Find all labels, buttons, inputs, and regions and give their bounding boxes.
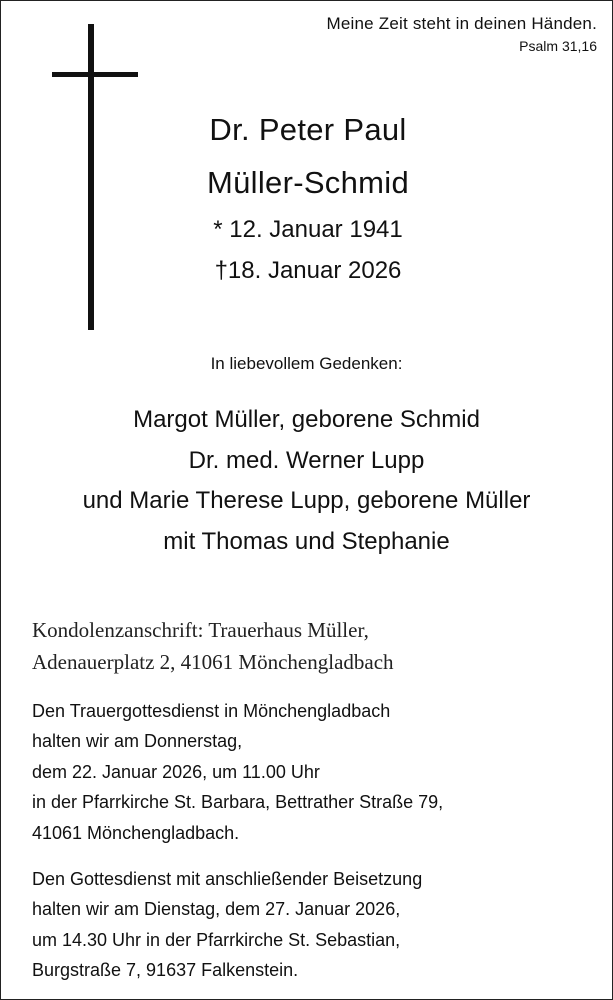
service-line: in der Pfarrkirche St. Barbara, Bettrather Straße 79, <box>32 792 444 813</box>
mourners-list <box>0 400 613 562</box>
birth-date: * 12. Januar 1941 <box>213 216 403 243</box>
bible-verse <box>327 12 597 56</box>
funeral-service-info <box>32 696 443 848</box>
service-line: halten wir am Donnerstag, <box>32 731 243 752</box>
condolence-line: Adenauerplatz 2, 41061 Mönchengladbach <box>32 650 394 674</box>
death-date: †18. Januar 2026 <box>214 257 402 284</box>
cross-vertical-beam <box>88 24 94 330</box>
mourner-line: Dr. med. Werner Lupp <box>188 446 425 474</box>
condolence-address <box>32 614 394 678</box>
burial-service-info <box>32 864 422 986</box>
service-line: Den Gottesdienst mit anschließender Beisetzung <box>32 869 423 889</box>
service-line: um 14.30 Uhr in der Pfarrkirche St. Sebastian, <box>32 929 401 950</box>
mourner-line: mit Thomas und Stephanie <box>163 527 450 555</box>
mourner-line: und Marie Therese Lupp, geborene Müller <box>82 487 531 514</box>
service-line: dem 22. Januar 2026, um 11.00 Uhr <box>32 761 320 782</box>
service-line: Den Trauergottesdienst in Mönchengladbach <box>32 701 391 721</box>
cross-horizontal-beam <box>52 72 138 77</box>
condolence-line: Kondolenzanschrift: Trauerhaus Müller, <box>32 618 369 642</box>
verse-reference: Psalm 31,16 <box>519 38 597 54</box>
verse-text: Meine Zeit steht in deinen Händen. <box>326 14 597 33</box>
service-line: 41061 Mönchengladbach. <box>32 822 240 843</box>
latin-cross-icon <box>50 24 140 332</box>
deceased-name-line2: Müller-Schmid <box>207 165 409 200</box>
service-line: halten wir am Dienstag, dem 27. Januar 2026, <box>32 899 401 920</box>
service-line: Burgstraße 7, 91637 Falkenstein. <box>32 960 299 981</box>
deceased-name-line1: Dr. Peter Paul <box>209 112 407 147</box>
mourner-line: Margot Müller, geborene Schmid <box>133 406 480 433</box>
memory-heading: In liebevollem Gedenken: <box>210 354 403 373</box>
